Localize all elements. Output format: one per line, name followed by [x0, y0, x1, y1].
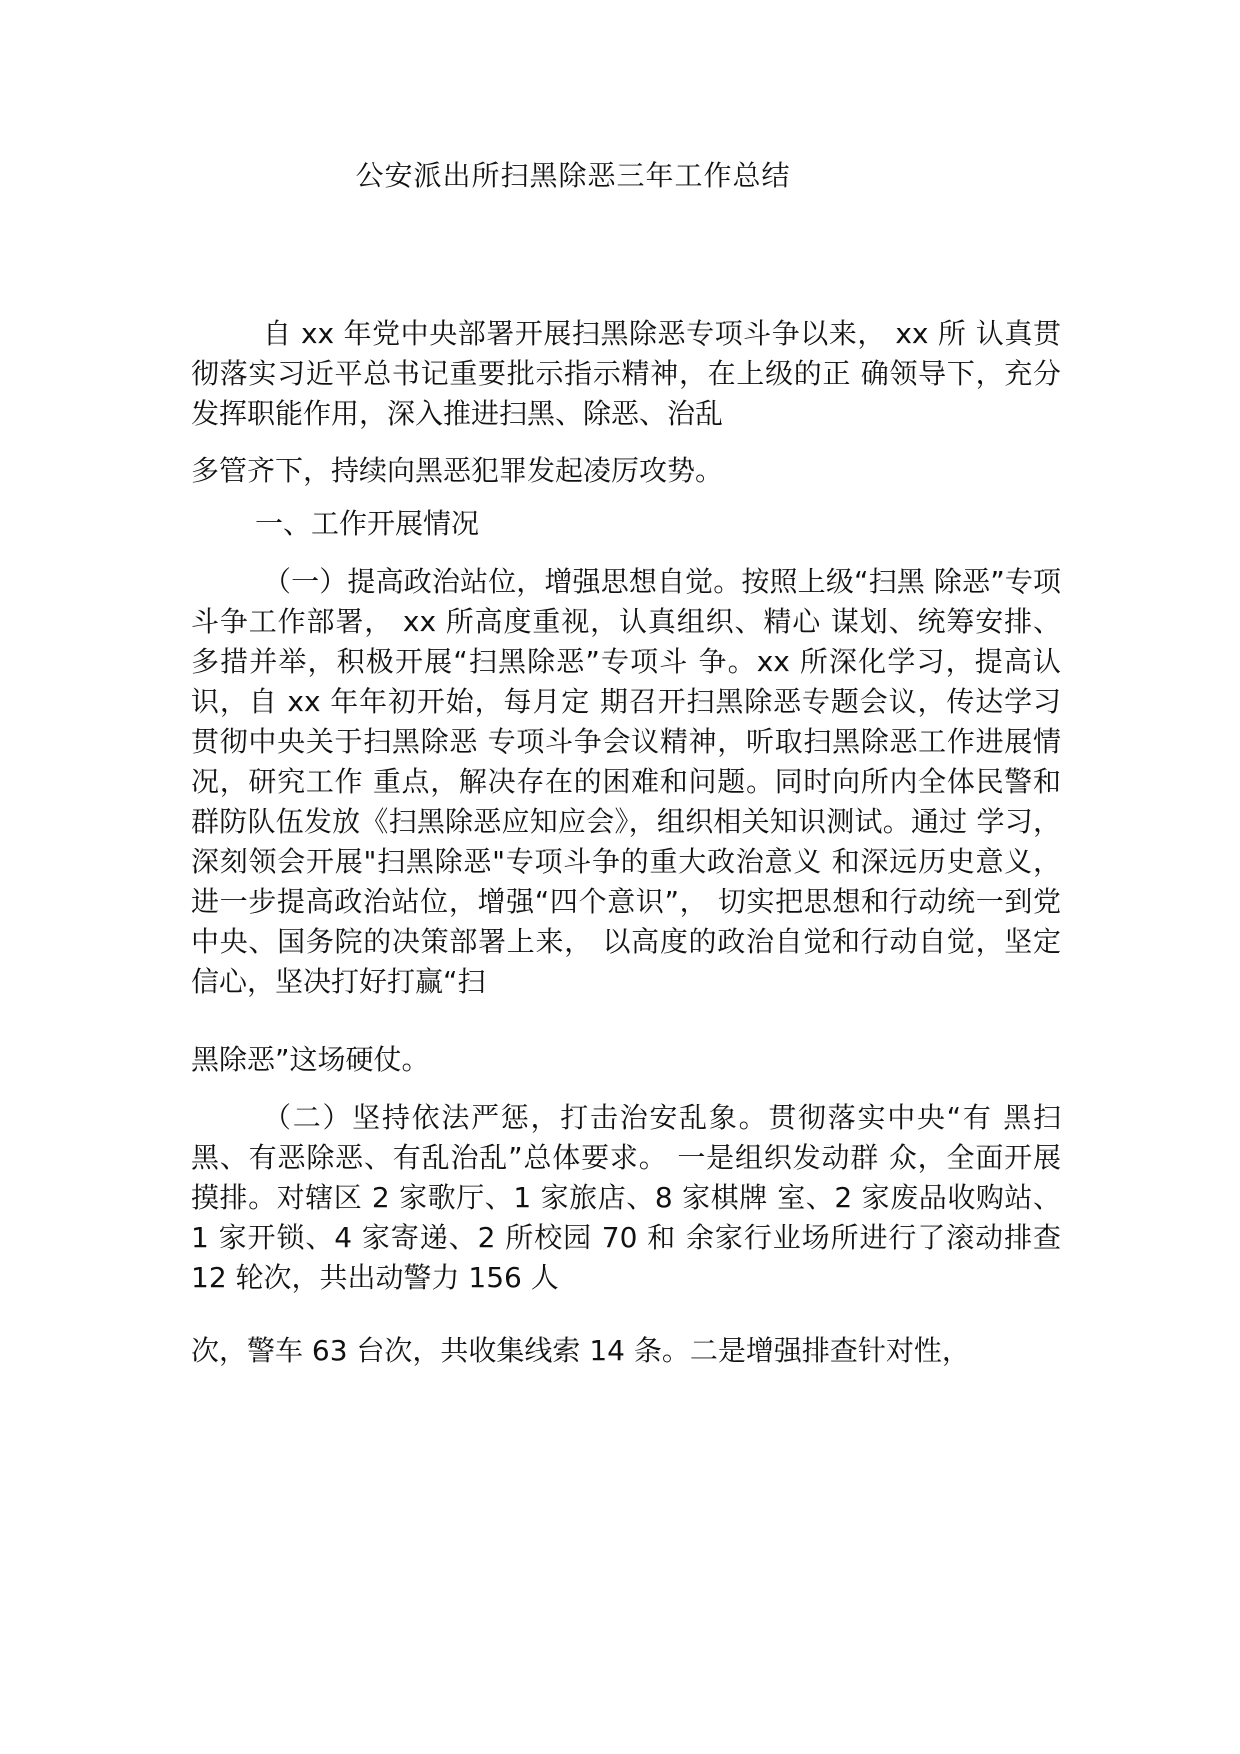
paragraph-strict-punishment: （二）坚持依法严惩，打击治安乱象。贯彻落实中央“有 黑扫黑、有恶除恶、有乱治乱”总体要求。 一是组织发动群 众，全面开展摸排。对辖区 2 家歌厅、1 家旅店、8 家棋牌 室、2 家废品收购站、1 家开锁、4 家寄递、2 所校园 70 和 余家行业场所进行了滚动排查 12 轮次，共出动警力 156 人 — [191, 1101, 1061, 1294]
paragraph-intro: 自 xx 年党中央部署开展扫黑除恶专项斗争以来， xx 所 认真贯彻落实习近平总书记重要批示指示精神，在上级的正 确领导下，充分发挥职能作用，深入推进扫黑、除恶、治乱 — [191, 317, 1061, 430]
paragraph-political-stance: （一）提高政治站位，增强思想自觉。按照上级“扫黑 除恶”专项斗争工作部署， xx 所高度重视，认真组织、精心 谋划、统筹安排、多措并举，积极开展“扫黑除恶”专项斗 争。xx 所深化学习，提高认识，自 xx 年年初开始，每月定 期召开扫黑除恶专题会议，传达学习贯彻中央关于扫黑除恶 专项斗争会议精神，听取扫黑除恶工作进展情况，研究工作 重点，解决存在的困难和问题。同时向所内全体民警和群防队伍发放《扫黑除恶应知应会》，组织相关知识测试。通过 学习，深刻领会开展"扫黑除恶"专项斗争的重大政治意义 和深远历史意义，进一步提高政治站位，增强“四个意识”， 切实把思想和行动统一到党中央、国务院的决策部署上来， 以高度的政治自觉和行动自觉，坚定信心，坚决打好打赢“扫 — [191, 565, 1061, 998]
paragraph-strict-punishment-continued: 次，警车 63 台次，共收集线索 14 条。二是增强排查针对性， — [191, 1334, 970, 1367]
document-title: 公安派出所扫黑除恶三年工作总结 — [355, 159, 791, 192]
paragraph-political-stance-continued: 黑除恶”这场硬仗。 — [191, 1043, 430, 1076]
paragraph-intro-continued: 多管齐下，持续向黑恶犯罪发起凌厉攻势。 — [191, 454, 724, 487]
section-heading-work-status: 一、工作开展情况 — [255, 507, 480, 540]
